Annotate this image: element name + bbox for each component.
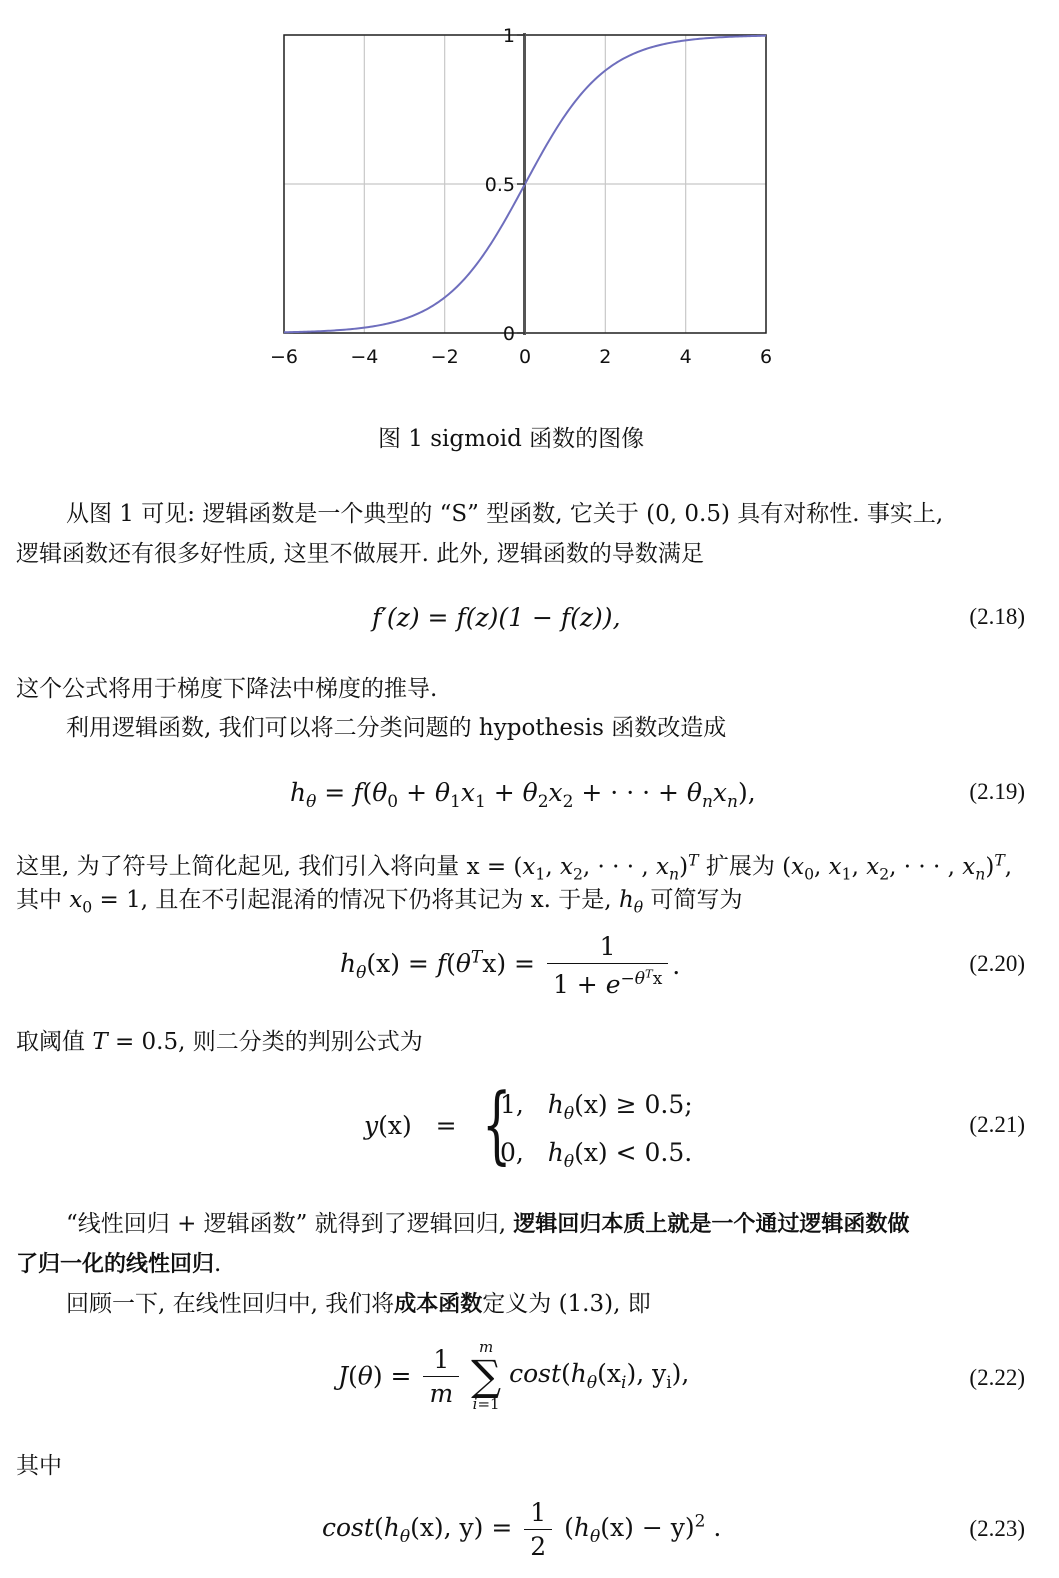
x-tick-label: 4: [679, 346, 692, 368]
y-tick-labels: [485, 25, 525, 345]
equation-2-20: $h_\theta(x) = f(\theta^Tx)$ = $\frac{1}{1 + e^{-\theta^Tx}}$ .: [340, 932, 681, 999]
equation-2-23: $\cos t(h_\theta(x)$, y) = $\frac{1}{2}$ $(h_\theta(x) - y)^2$ .: [322, 1498, 722, 1561]
equation-2-21-case-2: 0, $h_\theta(x) < 0.5$.: [500, 1138, 693, 1172]
math-x-vector: $x = (x_1$, $x_2$, · · · , $x_n)^T$: [466, 850, 699, 884]
equation-number-2-20: (2.20): [969, 951, 1025, 976]
p4-text-c: 其中: [16, 887, 62, 913]
paragraph-7: [66, 1284, 651, 1325]
p7-bold: 成本函数: [394, 1292, 483, 1317]
paragraph-6-line-1: [66, 1204, 909, 1245]
y-tick-label: 1: [502, 25, 515, 47]
x-tick-label: 6: [759, 346, 773, 368]
p7-text-a: 回顾一下, 在线性回归中, 我们将: [66, 1291, 395, 1317]
equation-2-18: f′(z) = f(z)(1 − f(z)),: [372, 603, 621, 632]
equation-2-22: J(θ) = $\frac{1}{m}$ m ∑ i=1 $\cos t(h_\theta(x_i)$, $y_i$),: [338, 1338, 690, 1413]
equation-number-2-19: (2.19): [969, 779, 1025, 804]
paragraph-6-line-2: [16, 1244, 221, 1285]
y-tick-label: 0: [502, 323, 515, 345]
p5-text-a: 取阈值: [16, 1029, 85, 1055]
y-tick-label: 0.5: [484, 174, 515, 196]
paragraph-2: 这个公式将用于梯度下降法中梯度的推导.: [16, 676, 438, 702]
p6-bold-b: 了归一化的线性回归: [16, 1252, 215, 1277]
x-tick-labels: [270, 346, 772, 368]
p6-text-a: “线性回归 + 逻辑函数” 就得到了逻辑回归,: [66, 1211, 507, 1237]
equation-2-19: $h_\theta = f(\theta_0 + \theta_1x_1 + \theta_2x_2$ + · · · + $\theta_nx_n$),: [290, 778, 756, 812]
paragraph-8: 其中: [16, 1453, 62, 1479]
math-x-extended: ($x_0$, $x_1$, $x_2$, · · · , $x_n)^T$,: [782, 850, 1013, 884]
equation-2-21-brace: {: [482, 1075, 512, 1173]
paragraph-3: 利用逻辑函数, 我们可以将二分类问题的 hypothesis 函数改造成: [66, 715, 727, 741]
paragraph-1-line-2: 逻辑函数还有很多好性质, 这里不做展开. 此外, 逻辑函数的导数满足: [16, 541, 704, 567]
equation-number-2-23: (2.23): [969, 1516, 1025, 1541]
x-tick-label: 2: [599, 346, 612, 368]
p6-bold-a: 逻辑回归本质上就是一个通过逻辑函数做: [513, 1212, 910, 1237]
p4-text-a: 这里, 为了符号上简化起见, 我们引入将向量: [16, 853, 460, 880]
sigmoid-chart: [262, 18, 802, 378]
equation-2-21-case-1: 1, $h_\theta(x) \ge 0.5$;: [500, 1090, 693, 1124]
x-tick-label: −4: [350, 346, 379, 368]
equation-number-2-18: (2.18): [969, 604, 1025, 629]
paragraph-4-line-2: 其中 $x_0 = 1$, 且在不引起混淆的情况下仍将其记为 x. 于是, $h_\theta$ 可简写为: [16, 887, 743, 917]
p4-text-d: , 且在不引起混淆的情况下仍将其记为 x. 于是,: [140, 887, 612, 913]
p4-text-b: 扩展为: [705, 853, 775, 880]
equation-number-2-21: (2.21): [969, 1112, 1025, 1137]
x-tick-label: −2: [430, 346, 459, 368]
figure-caption: 图 1 sigmoid 函数的图像: [378, 426, 645, 452]
equation-number-2-22: (2.22): [969, 1365, 1025, 1390]
paragraph-5: 取阈值 T = 0.5, 则二分类的判别公式为: [16, 1029, 423, 1055]
paragraph-1-line-1: 从图 1 可见: 逻辑函数是一个典型的 “S” 型函数, 它关于 (0, 0.5) 具有对称性. 事实上,: [66, 501, 944, 527]
x-tick-label: −6: [269, 346, 299, 368]
p5-text-b: , 则二分类的判别公式为: [178, 1029, 423, 1055]
p4-text-e: 可简写为: [650, 887, 743, 913]
p6-text-b: .: [214, 1251, 222, 1277]
x-tick-label: 0: [518, 346, 532, 368]
p7-text-c: 定义为 (1.3), 即: [482, 1291, 651, 1317]
equation-2-21-lhs: y(x) =: [364, 1111, 457, 1140]
math-x0: x: [69, 887, 83, 913]
